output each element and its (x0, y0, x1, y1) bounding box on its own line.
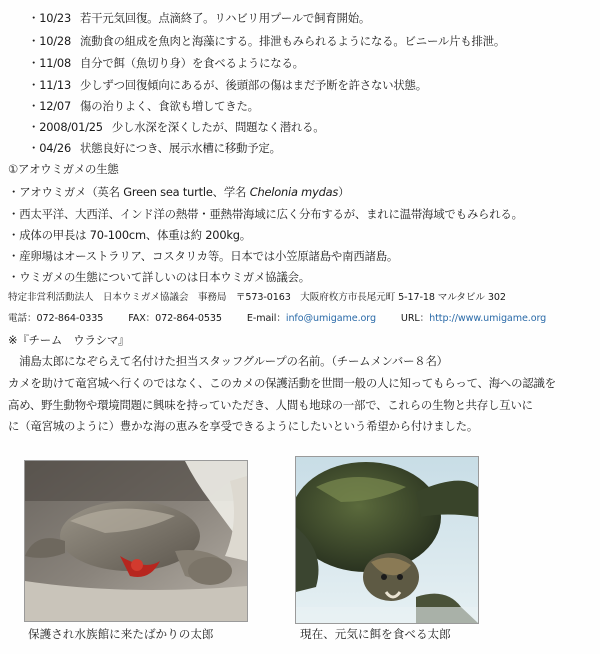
log-text: 自分で餌（魚切り身）を食べるようになる。 (80, 56, 304, 70)
contact-url-link[interactable]: http://www.umigame.org (429, 313, 547, 324)
log-text: 状態良好につき、展示水槽に移動予定。 (80, 141, 281, 155)
log-text: 若干元気回復。点滴終了。リハビリ用プールで飼育開始。 (80, 11, 371, 25)
ecology-name-line (8, 185, 349, 199)
log-date: ・10/28 (28, 34, 72, 48)
log-entry (28, 56, 304, 70)
ecology-bullet: ・ウミガメの生態について詳しいのは日本ウミガメ協議会。 (8, 270, 310, 284)
scientific-name: Chelonia mydas (249, 185, 339, 199)
team-text-line: 浦島太郎になぞらえて名付けた担当スタッフグループの名前。（チームメンバー８名） (8, 354, 448, 368)
team-text-line: カメを助けて竜宮城へ行くのではなく、このカメの保護活動を世間一般の人に知ってもらって、海への認識を (8, 376, 556, 390)
team-text-line: に（竜宮城のように）豊かな海の恵みを享受できるようにしたいという希望から付けました。 (8, 419, 479, 433)
log-date: ・11/13 (28, 78, 72, 92)
photo-caption: 現在、元気に餌を食べる太郎 (300, 627, 451, 641)
ecology-name-suffix: ） (338, 185, 350, 199)
contact-fax: FAX：072-864-0535 (128, 313, 222, 324)
log-entry (28, 78, 427, 92)
ecology-bullet: ・西太平洋、大西洋、インド洋の熱帯・亜熱帯海域に広く分布するが、まれに温帯海域でもみられる。 (8, 207, 523, 221)
contact-email-label: E-mail： (246, 313, 286, 324)
log-date: ・2008/01/25 (28, 120, 103, 134)
team-heading: ※『チーム ウラシマ』 (8, 333, 130, 347)
log-entry (28, 141, 281, 155)
ecology-name-prefix: ・アオウミガメ（英名 Green sea turtle、学名 (8, 185, 250, 199)
contact-email-link[interactable]: info@umigame.org (285, 313, 376, 324)
team-text-line: 高め、野生動物や環境問題に興味を持っていただき、人間も地球の一部で、これらの生物と共存し互いに (8, 398, 533, 412)
photo-feeding-turtle (295, 456, 479, 624)
contact-line (8, 312, 546, 326)
log-text: 少し水深を深くしたが、問題なく潜れる。 (111, 120, 325, 134)
log-entry (28, 99, 259, 113)
log-date: ・04/26 (28, 141, 72, 155)
contact-url-label: URL： (400, 313, 430, 324)
log-entry (28, 11, 370, 25)
log-date: ・10/23 (28, 11, 72, 25)
contact-org: 特定非営利活動法人 日本ウミガメ協議会 事務局 〒573-0163 大阪府枚方市長尾元町 5-17-18 マルタビル 302 (8, 292, 506, 303)
ecology-bullet: ・産卵場はオーストラリア、コスタリカ等。日本では小笠原諸島や南西諸島。 (8, 249, 399, 263)
log-date: ・12/07 (28, 99, 72, 113)
photo-caption: 保護され水族館に来たばかりの太郎 (28, 627, 214, 641)
photo-rescued-turtle (24, 460, 248, 622)
log-text: 少しずつ回復傾向にあるが、後頭部の傷はまだ予断を許さない状態。 (80, 78, 427, 92)
log-entry (28, 34, 505, 48)
log-date: ・11/08 (28, 56, 72, 70)
log-entry (28, 120, 324, 134)
log-text: 流動食の組成を魚肉と海藻にする。排泄もみられるようになる。ビニール片も排泄。 (80, 34, 506, 48)
ecology-heading: ①アオウミガメの生態 (8, 162, 119, 176)
log-text: 傷の治りよく、食欲も増してきた。 (80, 99, 259, 113)
contact-tel: 電話：072-864-0335 (8, 313, 104, 324)
feeding-turtle-image (296, 457, 478, 623)
ecology-bullet: ・成体の甲長は 70-100cm、体重は約 200kg。 (8, 228, 251, 242)
rescued-turtle-image (25, 461, 247, 621)
